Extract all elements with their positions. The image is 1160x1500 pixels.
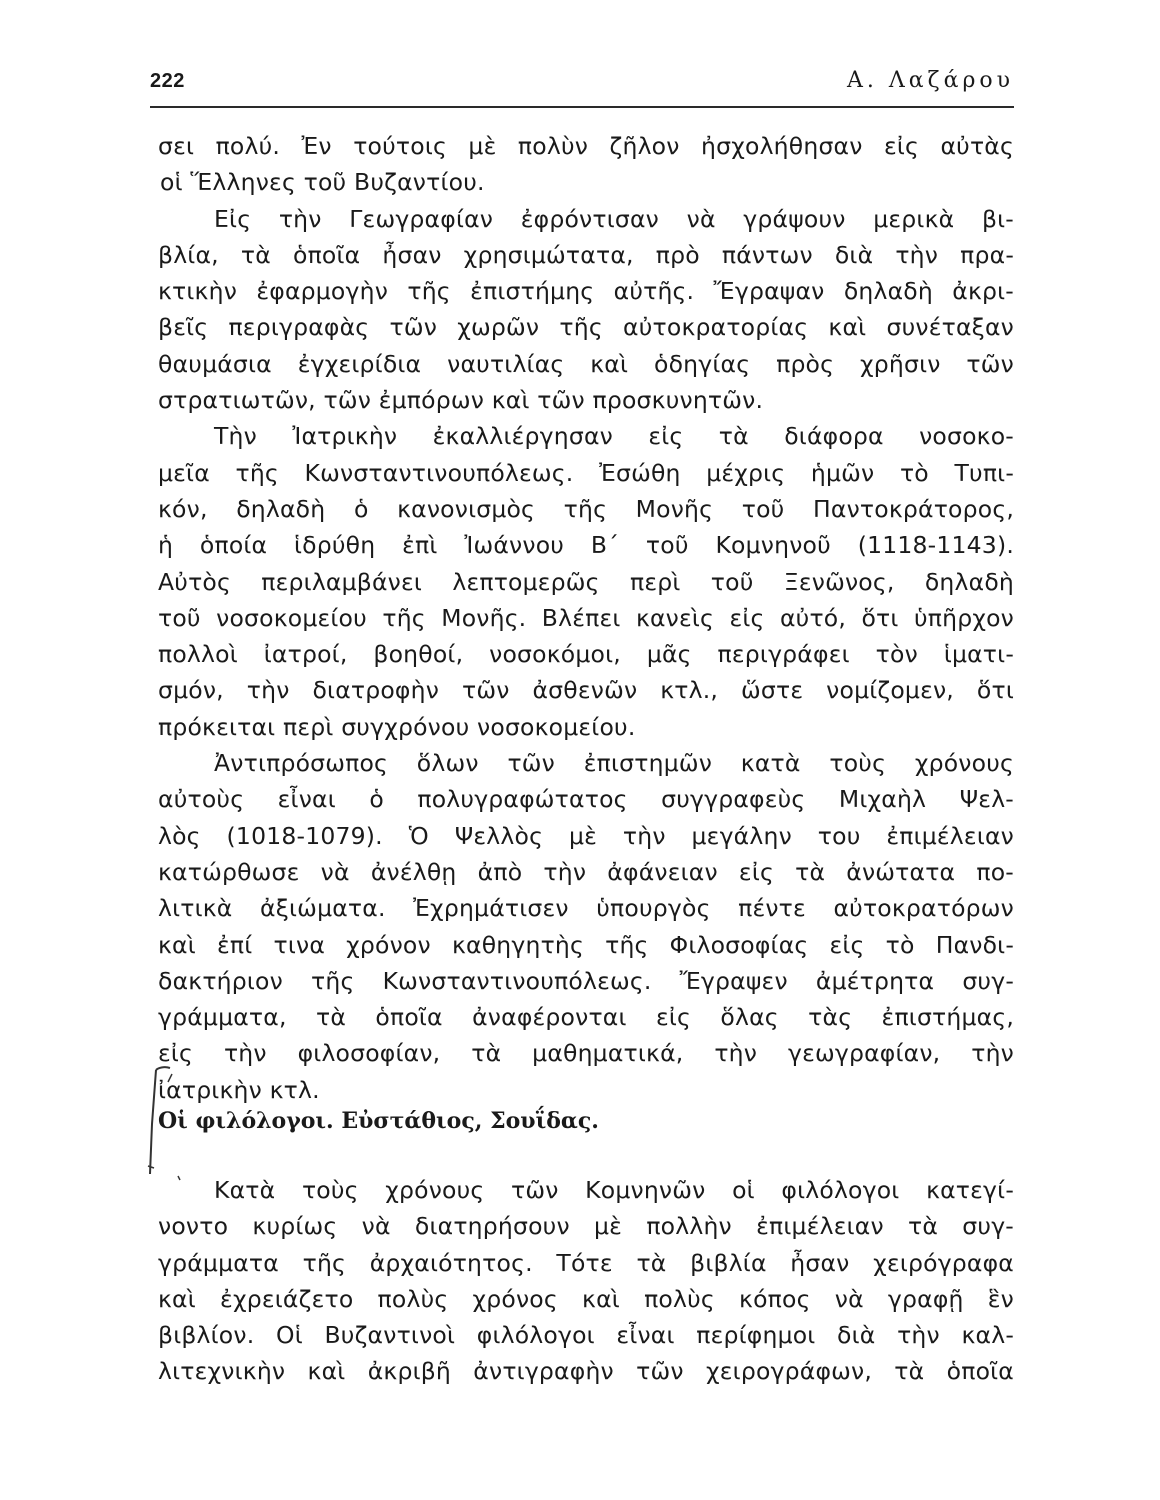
page-number: 222 [150, 70, 185, 92]
text-line: σμόν, τὴν διατροφὴν τῶν ἀσθενῶν κτλ., ὥστε νομίζομεν, ὅτι [158, 676, 1014, 705]
text-line: δακτήριον τῆς Κωνσταντινουπόλεως. Ἔγραψεν ἀμέτρητα συγ- [158, 966, 1014, 995]
section-2-heading-block [158, 1103, 1014, 1139]
text-line: πολλοὶ ἰατροί, βοηθοί, νοσοκόμοι, μᾶς περιγράφει τὸν ἱματι- [158, 640, 1014, 669]
text-line: ἡ ὁποία ἱδρύθη ἐπὶ Ἰωάννου Β΄ τοῦ Κομνηνοῦ (1118-1143). [158, 531, 1014, 560]
section-1-text [158, 128, 1014, 1108]
text-line: βλία, τὰ ὁποῖα ἦσαν χρησιμώτατα, πρὸ πάντων διὰ τὴν πρα- [158, 240, 1014, 269]
text-line: αὐτοὺς εἶναι ὁ πολυγραφώτατος συγγραφεὺς Μιχαὴλ Ψελ- [158, 785, 1014, 814]
header-rule [150, 106, 1014, 108]
text-line: ἰατρικὴν κτλ. [158, 1075, 320, 1104]
text-line: καὶ ἐπί τινα χρόνον καθηγητὴς τῆς Φιλοσοφίας εἰς τὸ Πανδι- [158, 930, 1014, 959]
text-line: καὶ ἐχρειάζετο πολὺς χρόνος καὶ πολὺς κόπος νὰ γραφῇ ἓν [158, 1284, 1014, 1313]
text-line: Αὐτὸς περιλαμβάνει λεπτομερῶς περὶ τοῦ Ξενῶνος, δηλαδὴ [158, 567, 1014, 596]
section-2-text [158, 1172, 1014, 1390]
text-line: κατώρθωσε νὰ ἀνέλθῃ ἀπὸ τὴν ἀφάνειαν εἰς τὰ ἀνώτατα πο- [158, 857, 1014, 886]
text-line: νοντο κυρίως νὰ διατηρήσουν μὲ πολλὴν ἐπιμέλειαν τὰ συγ- [158, 1212, 1014, 1241]
running-head: Α. Λαζάρου [847, 68, 1014, 93]
text-line: πρόκειται περὶ συγχρόνου νοσοκομείου. [158, 712, 636, 741]
text-line: κόν, δηλαδὴ ὁ κανονισμὸς τῆς Μονῆς τοῦ Παντοκράτορος, [158, 494, 1014, 523]
text-line: σει πολύ. Ἐν τούτοις μὲ πολὺν ζῆλον ἠσχολήθησαν εἰς αὐτὰς [158, 132, 1014, 160]
text-line: λὸς (1018-1079). Ὁ Ψελλὸς μὲ τὴν μεγάλην του ἐπιμέλειαν [158, 821, 1014, 850]
section-heading: Οἱ φιλόλογοι. Εὐστάθιος, Σουΐδας. [158, 1108, 599, 1134]
text-line: εἰς τὴν φιλοσοφίαν, τὰ μαθηματικά, τὴν γεωγραφίαν, τὴν [158, 1039, 1014, 1068]
text-line: βιβλίον. Οἱ Βυζαντινοὶ φιλόλογοι εἶναι περίφημοι διὰ τὴν καλ- [158, 1321, 1014, 1350]
text-line: λιτεχνικὴν καὶ ἀκριβῆ ἀντιγραφὴν τῶν χειρογράφων, τὰ ὁποῖα [158, 1357, 1014, 1386]
text-line: οἱ Ἕλληνες τοῦ Βυζαντίου. [160, 168, 485, 197]
text-line: μεῖα τῆς Κωνσταντινουπόλεως. Ἐσώθη μέχρις ἡμῶν τὸ Τυπι- [158, 458, 1014, 487]
text-line: Ἀντιπρόσωπος ὅλων τῶν ἐπιστημῶν κατὰ τοὺς χρόνους [214, 749, 1014, 778]
text-line: Εἰς τὴν Γεωγραφίαν ἐφρόντισαν νὰ γράψουν μερικὰ βι- [214, 204, 1014, 233]
text-line: στρατιωτῶν, τῶν ἐμπόρων καὶ τῶν προσκυνητῶν. [158, 386, 764, 415]
text-line: Τὴν Ἰατρικὴν ἐκαλλιέργησαν εἰς τὰ διάφορα νοσοκο- [214, 422, 1014, 451]
text-line: λιτικὰ ἀξιώματα. Ἐχρημάτισεν ὑπουργὸς πέντε αὐτοκρατόρων [158, 894, 1014, 923]
text-line: θαυμάσια ἐγχειρίδια ναυτιλίας καὶ ὁδηγίας πρὸς χρῆσιν τῶν [158, 349, 1014, 378]
text-line: κτικὴν ἐφαρμογὴν τῆς ἐπιστήμης αὐτῆς. Ἔγραψαν δηλαδὴ ἀκρι- [158, 277, 1014, 306]
text-line: βεῖς περιγραφὰς τῶν χωρῶν τῆς αὐτοκρατορίας καὶ συνέταξαν [158, 313, 1014, 342]
text-line: Κατὰ τοὺς χρόνους τῶν Κομνηνῶν οἱ φιλόλογοι κατεγί- [214, 1176, 1014, 1204]
text-line: γράμματα τῆς ἀρχαιότητος. Τότε τὰ βιβλία ἦσαν χειρόγραφα [158, 1248, 1014, 1277]
text-line: τοῦ νοσοκομείου τῆς Μονῆς. Βλέπει κανεὶς εἰς αὐτό, ὅτι ὑπῆρχον [158, 603, 1014, 632]
page-header [150, 68, 1014, 104]
text-line: γράμματα, τὰ ὁποῖα ἀναφέρονται εἰς ὅλας τὰς ἐπιστήμας, [158, 1003, 1014, 1032]
